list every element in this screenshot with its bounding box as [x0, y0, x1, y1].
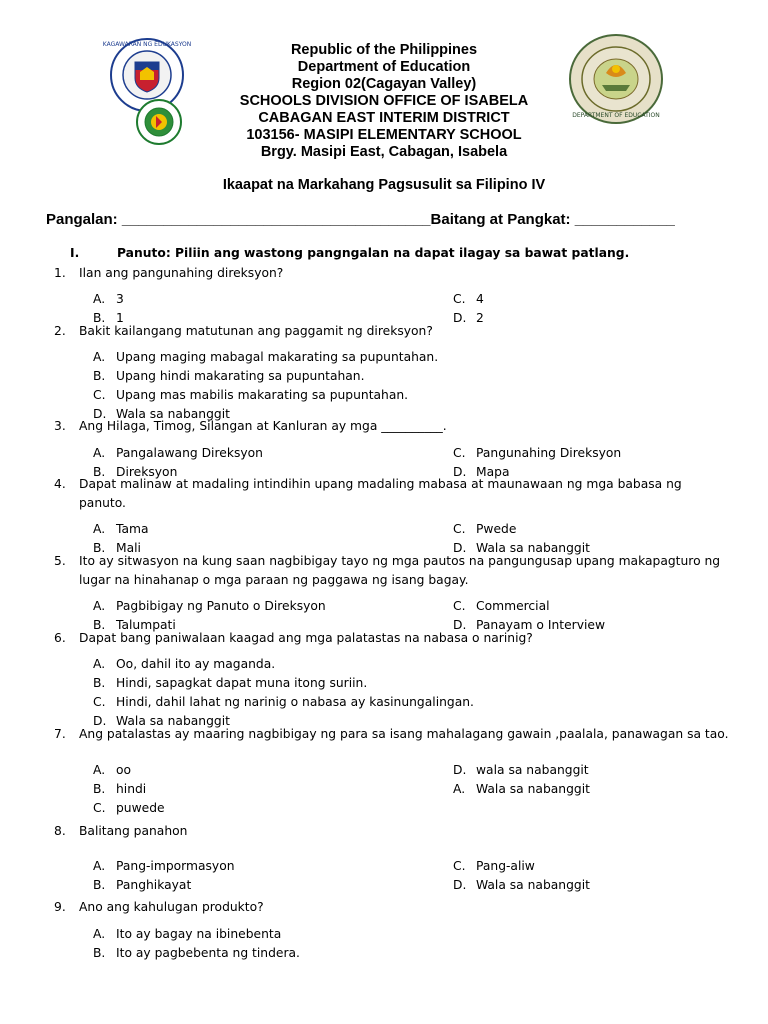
- option-letter: D.: [453, 878, 467, 892]
- option-letter: D.: [93, 714, 107, 728]
- option-text: Panghikayat: [116, 878, 192, 892]
- option-text: Talumpati: [116, 618, 176, 632]
- question-text: Ano ang kahulugan produkto?: [79, 900, 264, 914]
- question-number: 1.: [54, 266, 66, 280]
- option-letter: D.: [453, 763, 467, 777]
- question-text: Dapat malinaw at madaling intindihin upang madaling mabasa at maunawaan ng mga babasa ng: [79, 477, 682, 491]
- option-letter: C.: [453, 446, 466, 460]
- option-letter: C.: [453, 859, 466, 873]
- option-letter: D.: [453, 541, 467, 555]
- letterhead-line-republic: Republic of the Philippines: [290, 42, 478, 58]
- question-number: 5.: [54, 554, 66, 568]
- question-number: 4.: [54, 477, 66, 491]
- option-text: Upang mas mabilis makarating sa pupuntahan.: [116, 388, 409, 402]
- option-text: Wala sa nabanggit: [476, 878, 590, 892]
- option-letter: C.: [93, 388, 106, 402]
- letterhead-line-address: Brgy. Masipi East, Cabagan, Isabela: [260, 144, 508, 160]
- option-letter: D.: [93, 407, 107, 421]
- option-text: Panayam o Interview: [476, 618, 606, 632]
- option-letter: A.: [93, 446, 106, 460]
- option-text: wala sa nabanggit: [476, 763, 589, 777]
- letterhead-line-division: SCHOOLS DIVISION OFFICE OF ISABELA: [239, 93, 529, 109]
- option-letter: A.: [93, 599, 106, 613]
- question-text-line-2: panuto.: [79, 496, 126, 510]
- option-text: Pang-impormasyon: [116, 859, 235, 873]
- option-text: Mapa: [476, 465, 510, 479]
- option-letter: D.: [453, 465, 467, 479]
- option-letter: B.: [93, 311, 106, 325]
- option-letter: C.: [453, 292, 466, 306]
- option-letter: A.: [93, 657, 106, 671]
- option-letter: A.: [93, 522, 106, 536]
- letterhead-line-region: Region 02(Cagayan Valley): [291, 76, 477, 92]
- directions: [70, 246, 629, 260]
- option-letter: A.: [453, 782, 466, 796]
- option-text: Upang hindi makarating sa pupuntahan.: [116, 369, 365, 383]
- option-text: Commercial: [476, 599, 550, 613]
- option-text: Wala sa nabanggit: [476, 782, 590, 796]
- option-text: Wala sa nabanggit: [476, 541, 590, 555]
- svg-text:DEPARTMENT OF EDUCATION: DEPARTMENT OF EDUCATION: [572, 112, 660, 119]
- question-number: 2.: [54, 324, 66, 338]
- question-text: Bakit kailangang matutunan ang paggamit ng direksyon?: [79, 324, 433, 338]
- option-text: oo: [116, 763, 132, 777]
- option-text: Pangunahing Direksyon: [476, 446, 622, 460]
- part-number: I.: [70, 246, 80, 260]
- letterhead-line-deped: Department of Education: [297, 59, 471, 75]
- question-number: 9.: [54, 900, 66, 914]
- exam-title: Ikaapat na Markahang Pagsusulit sa Filipino IV: [222, 177, 546, 193]
- option-letter: B.: [93, 878, 106, 892]
- letterhead-line-district: CABAGAN EAST INTERIM DISTRICT: [258, 110, 510, 126]
- option-text: 1: [116, 311, 124, 325]
- question-number: 7.: [54, 727, 66, 741]
- option-letter: B.: [93, 676, 106, 690]
- option-text: 3: [116, 292, 124, 306]
- option-text: 4: [476, 292, 484, 306]
- option-letter: A.: [93, 927, 106, 941]
- question-text: Ilan ang pangunahing direksyon?: [79, 266, 284, 280]
- option-text: Upang maging mabagal makarating sa pupuntahan.: [116, 350, 439, 364]
- option-letter: A.: [93, 350, 106, 364]
- question-text: Balitang panahon: [79, 824, 188, 838]
- option-text: Ito ay pagbebenta ng tindera.: [116, 946, 300, 960]
- option-letter: D.: [453, 618, 467, 632]
- option-text: 2: [476, 311, 484, 325]
- option-text: Mali: [116, 541, 141, 555]
- option-letter: C.: [93, 801, 106, 815]
- option-text: Direksyon: [116, 465, 178, 479]
- option-letter: A.: [93, 292, 106, 306]
- option-text: Ito ay bagay na ibinebenta: [116, 927, 282, 941]
- letterhead: [0, 42, 768, 161]
- option-text: Pang-aliw: [476, 859, 535, 873]
- option-letter: C.: [453, 522, 466, 536]
- option-text: Wala sa nabanggit: [116, 714, 230, 728]
- option-letter: B.: [93, 541, 106, 555]
- letterhead-line-school: 103156- MASIPI ELEMENTARY SCHOOL: [246, 127, 522, 143]
- option-letter: B.: [93, 465, 106, 479]
- option-text: Wala sa nabanggit: [116, 407, 230, 421]
- option-text: Hindi, sapagkat dapat muna itong suriin.: [116, 676, 368, 690]
- option-text: puwede: [116, 801, 165, 815]
- option-text: Pangalawang Direksyon: [116, 446, 263, 460]
- option-letter: C.: [453, 599, 466, 613]
- option-letter: D.: [453, 311, 467, 325]
- option-letter: A.: [93, 859, 106, 873]
- option-letter: B.: [93, 946, 106, 960]
- option-text: Hindi, dahil lahat ng narinig o nabasa ay kasinungalingan.: [116, 695, 474, 709]
- question-number: 8.: [54, 824, 66, 838]
- question-number: 3.: [54, 419, 66, 433]
- option-letter: B.: [93, 369, 106, 383]
- option-letter: B.: [93, 782, 106, 796]
- question-text: Ang patalastas ay maaring nagbibigay ng para sa isang mahalagang gawain ,paalala, panawagan sa tao.: [79, 727, 729, 741]
- option-text: hindi: [116, 782, 147, 796]
- question-text: Dapat bang paniwalaan kaagad ang mga palatastas na nabasa o narinig?: [79, 631, 533, 645]
- option-text: Pwede: [476, 522, 517, 536]
- question-text-line-2: lugar na hinahanap o mga paraan ng paggawa ng isang bagay.: [79, 573, 469, 587]
- option-letter: C.: [93, 695, 106, 709]
- directions-text: Panuto: Piliin ang wastong pangngalan na dapat ilagay sa bawat patlang.: [117, 246, 630, 260]
- option-text: Tama: [116, 522, 149, 536]
- question-text: Ito ay sitwasyon na kung saan nagbibigay tayo ng mga pautos na pangungusap upang makapagturo ng: [79, 554, 721, 568]
- option-letter: B.: [93, 618, 106, 632]
- name-grade-section-line: Pangalan: _____________________________________Baitang at Pangkat: ____________: [46, 211, 675, 228]
- option-text: Pagbibigay ng Panuto o Direksyon: [116, 599, 326, 613]
- option-letter: A.: [93, 763, 106, 777]
- option-text: Oo, dahil ito ay maganda.: [116, 657, 276, 671]
- question-number: 6.: [54, 631, 66, 645]
- svg-text:KAGAWARAN NG EDUKASYON: KAGAWARAN NG EDUKASYON: [102, 41, 192, 48]
- question-text: Ang Hilaga, Timog, Silangan at Kanluran ay mga __________.: [79, 419, 447, 433]
